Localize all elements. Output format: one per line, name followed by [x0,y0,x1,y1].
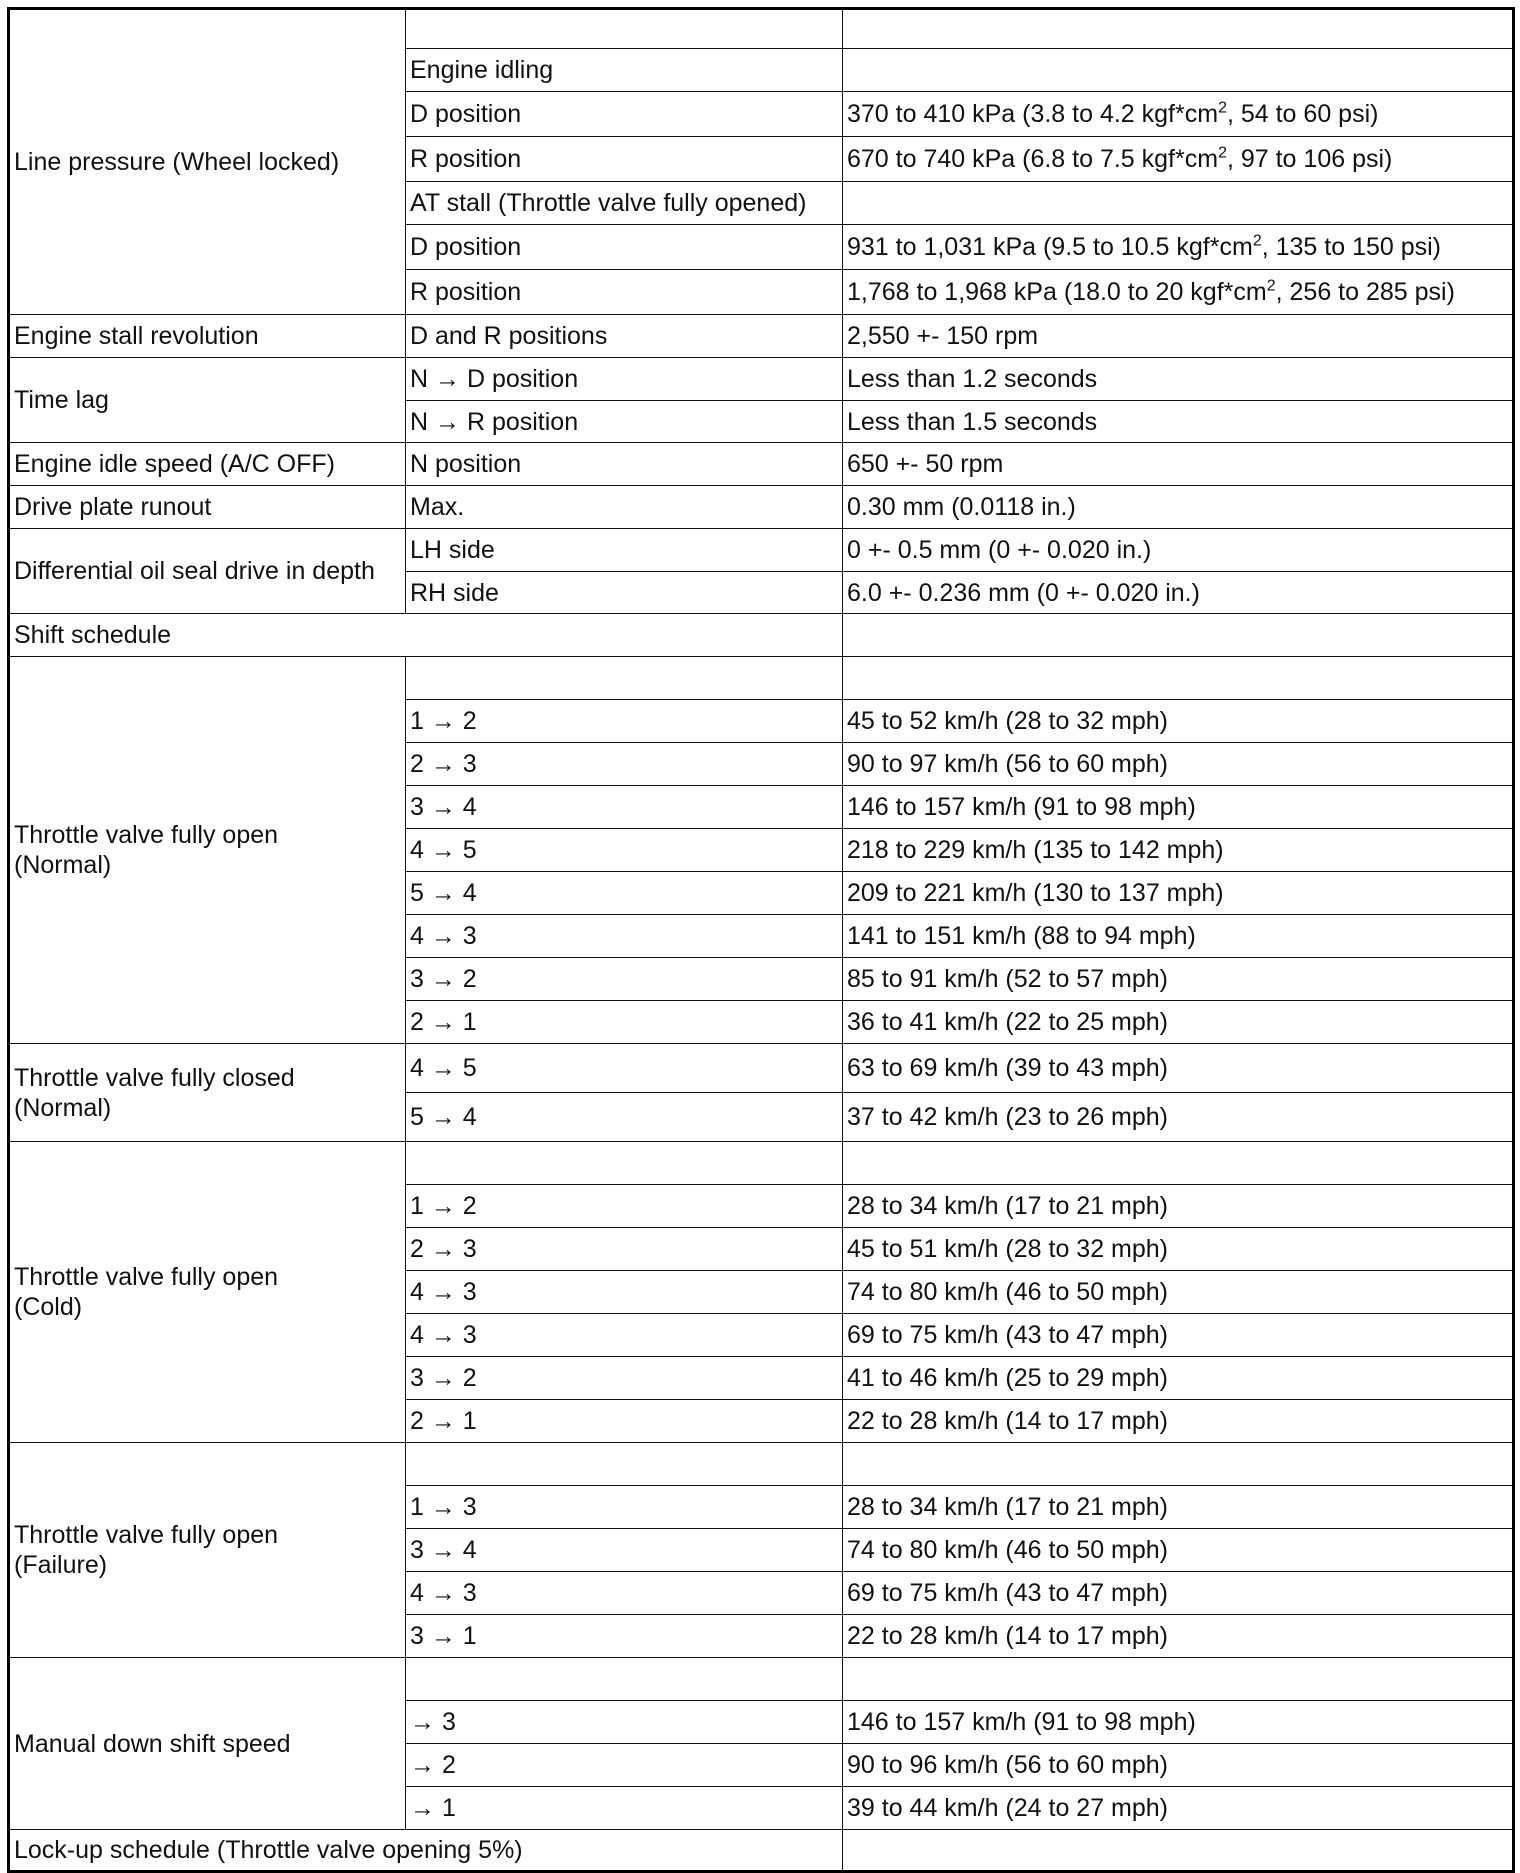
shift-cell: 3 → 1 [406,1615,843,1658]
condition-cell: N position [406,443,843,486]
shift-cell: 2 → 3 [406,1228,843,1271]
shift-cell: 5 → 4 [406,1093,843,1142]
blank-cell [843,657,1514,700]
speed-cell: 69 to 75 km/h (43 to 47 mph) [843,1572,1514,1615]
table-row [9,614,1514,657]
speed-cell: 90 to 97 km/h (56 to 60 mph) [843,743,1514,786]
subheader-engine-idling: Engine idling [406,49,843,92]
blank-cell [843,9,1514,49]
shift-cell: 5 → 4 [406,872,843,915]
speed-cell: 22 to 28 km/h (14 to 17 mph) [843,1400,1514,1443]
condition-cell: RH side [406,572,843,614]
table-row [9,529,1514,572]
lockup-label: Lock-up schedule (Throttle valve opening 5%) [9,1830,843,1872]
time-lag-label: Time lag [9,358,406,443]
open-normal-label: Throttle valve fully open (Normal) [9,657,406,1044]
shift-cell: 4 → 5 [406,1044,843,1093]
shift-cell: → 1 [406,1787,843,1830]
value-cell: 370 to 410 kPa (3.8 to 4.2 $kgf*cm^2$, 54 to 60 psi) [843,92,1514,137]
speed-cell: 146 to 157 km/h (91 to 98 mph) [843,786,1514,829]
condition-cell: N → R position [406,401,843,443]
blank-cell [843,1830,1514,1872]
speed-cell: 45 to 52 km/h (28 to 32 mph) [843,700,1514,743]
blank-cell [843,1658,1514,1701]
condition-cell: D position [406,225,843,270]
shift-cell: 4 → 3 [406,1314,843,1357]
subheader-at-stall: AT stall (Throttle valve fully opened) [406,182,843,225]
table-row [9,9,1514,49]
speed-cell: 85 to 91 km/h (52 to 57 mph) [843,958,1514,1001]
value-cell: Less than 1.2 seconds [843,358,1514,401]
table-row [9,657,1514,700]
shift-cell: 1 → 2 [406,1185,843,1228]
shift-cell: 2 → 1 [406,1400,843,1443]
blank-cell [843,182,1514,225]
open-failure-label: Throttle valve fully open (Failure) [9,1443,406,1658]
speed-cell: 209 to 221 km/h (130 to 137 mph) [843,872,1514,915]
condition-cell: R position [406,270,843,315]
table-row [9,443,1514,486]
value-cell: 0.30 mm (0.0118 in.) [843,486,1514,529]
condition-cell: Max. [406,486,843,529]
speed-cell: 36 to 41 km/h (22 to 25 mph) [843,1001,1514,1044]
shift-cell: → 2 [406,1744,843,1787]
speed-cell: 74 to 80 km/h (46 to 50 mph) [843,1271,1514,1314]
speed-cell: 90 to 96 km/h (56 to 60 mph) [843,1744,1514,1787]
line-pressure-label: Line pressure (Wheel locked) [9,9,406,315]
speed-cell: 63 to 69 km/h (39 to 43 mph) [843,1044,1514,1093]
shift-cell: 3 → 4 [406,786,843,829]
blank-cell [406,9,843,49]
value-cell: 670 to 740 kPa (6.8 to 7.5 $kgf*cm^2$, 97 to 106 psi) [843,137,1514,182]
speed-cell: 41 to 46 km/h (25 to 29 mph) [843,1357,1514,1400]
engine-stall-label: Engine stall revolution [9,315,406,358]
blank-cell [406,1658,843,1701]
table-row [9,1443,1514,1486]
table-row [9,1044,1514,1093]
spec-table [7,7,1515,1873]
shift-cell: 4 → 3 [406,1271,843,1314]
drive-plate-label: Drive plate runout [9,486,406,529]
speed-cell: 22 to 28 km/h (14 to 17 mph) [843,1615,1514,1658]
shift-cell: 2 → 1 [406,1001,843,1044]
idle-speed-label: Engine idle speed (A/C OFF) [9,443,406,486]
condition-cell: D position [406,92,843,137]
blank-cell [843,614,1514,657]
table-row [9,358,1514,401]
speed-cell: 37 to 42 km/h (23 to 26 mph) [843,1093,1514,1142]
blank-cell [843,1142,1514,1185]
value-cell: 1,768 to 1,968 kPa (18.0 to 20 $kgf*cm^2$, 256 to 285 psi) [843,270,1514,315]
shift-cell: 2 → 3 [406,743,843,786]
condition-cell: LH side [406,529,843,572]
speed-cell: 39 to 44 km/h (24 to 27 mph) [843,1787,1514,1830]
shift-schedule-label: Shift schedule [9,614,843,657]
table-row [9,1142,1514,1185]
condition-cell: R position [406,137,843,182]
value-cell: 0 +- 0.5 mm (0 +- 0.020 in.) [843,529,1514,572]
open-cold-label: Throttle valve fully open (Cold) [9,1142,406,1443]
speed-cell: 28 to 34 km/h (17 to 21 mph) [843,1185,1514,1228]
value-cell: 931 to 1,031 kPa (9.5 to 10.5 $kgf*cm^2$, 135 to 150 psi) [843,225,1514,270]
blank-cell [406,1443,843,1486]
value-cell: 2,550 +- 150 rpm [843,315,1514,358]
table-row [9,486,1514,529]
speed-cell: 69 to 75 km/h (43 to 47 mph) [843,1314,1514,1357]
shift-cell: 4 → 3 [406,1572,843,1615]
shift-cell: 3 → 2 [406,1357,843,1400]
blank-cell [406,1142,843,1185]
speed-cell: 141 to 151 km/h (88 to 94 mph) [843,915,1514,958]
speed-cell: 74 to 80 km/h (46 to 50 mph) [843,1529,1514,1572]
shift-cell: 3 → 4 [406,1529,843,1572]
speed-cell: 45 to 51 km/h (28 to 32 mph) [843,1228,1514,1271]
speed-cell: 28 to 34 km/h (17 to 21 mph) [843,1486,1514,1529]
condition-cell: D and R positions [406,315,843,358]
speed-cell: 218 to 229 km/h (135 to 142 mph) [843,829,1514,872]
shift-cell: → 3 [406,1701,843,1744]
diff-seal-label: Differential oil seal drive in depth [9,529,406,614]
manual-down-label: Manual down shift speed [9,1658,406,1830]
table-row [9,1830,1514,1872]
table-row [9,1658,1514,1701]
value-cell: 650 +- 50 rpm [843,443,1514,486]
value-cell: Less than 1.5 seconds [843,401,1514,443]
blank-cell [406,657,843,700]
blank-cell [843,1443,1514,1486]
speed-cell: 146 to 157 km/h (91 to 98 mph) [843,1701,1514,1744]
table-row [9,315,1514,358]
shift-cell: 1 → 2 [406,700,843,743]
closed-normal-label: Throttle valve fully closed (Normal) [9,1044,406,1142]
shift-cell: 3 → 2 [406,958,843,1001]
blank-cell [843,49,1514,92]
shift-cell: 4 → 5 [406,829,843,872]
condition-cell: N → D position [406,358,843,401]
shift-cell: 1 → 3 [406,1486,843,1529]
value-cell: 6.0 +- 0.236 mm (0 +- 0.020 in.) [843,572,1514,614]
shift-cell: 4 → 3 [406,915,843,958]
